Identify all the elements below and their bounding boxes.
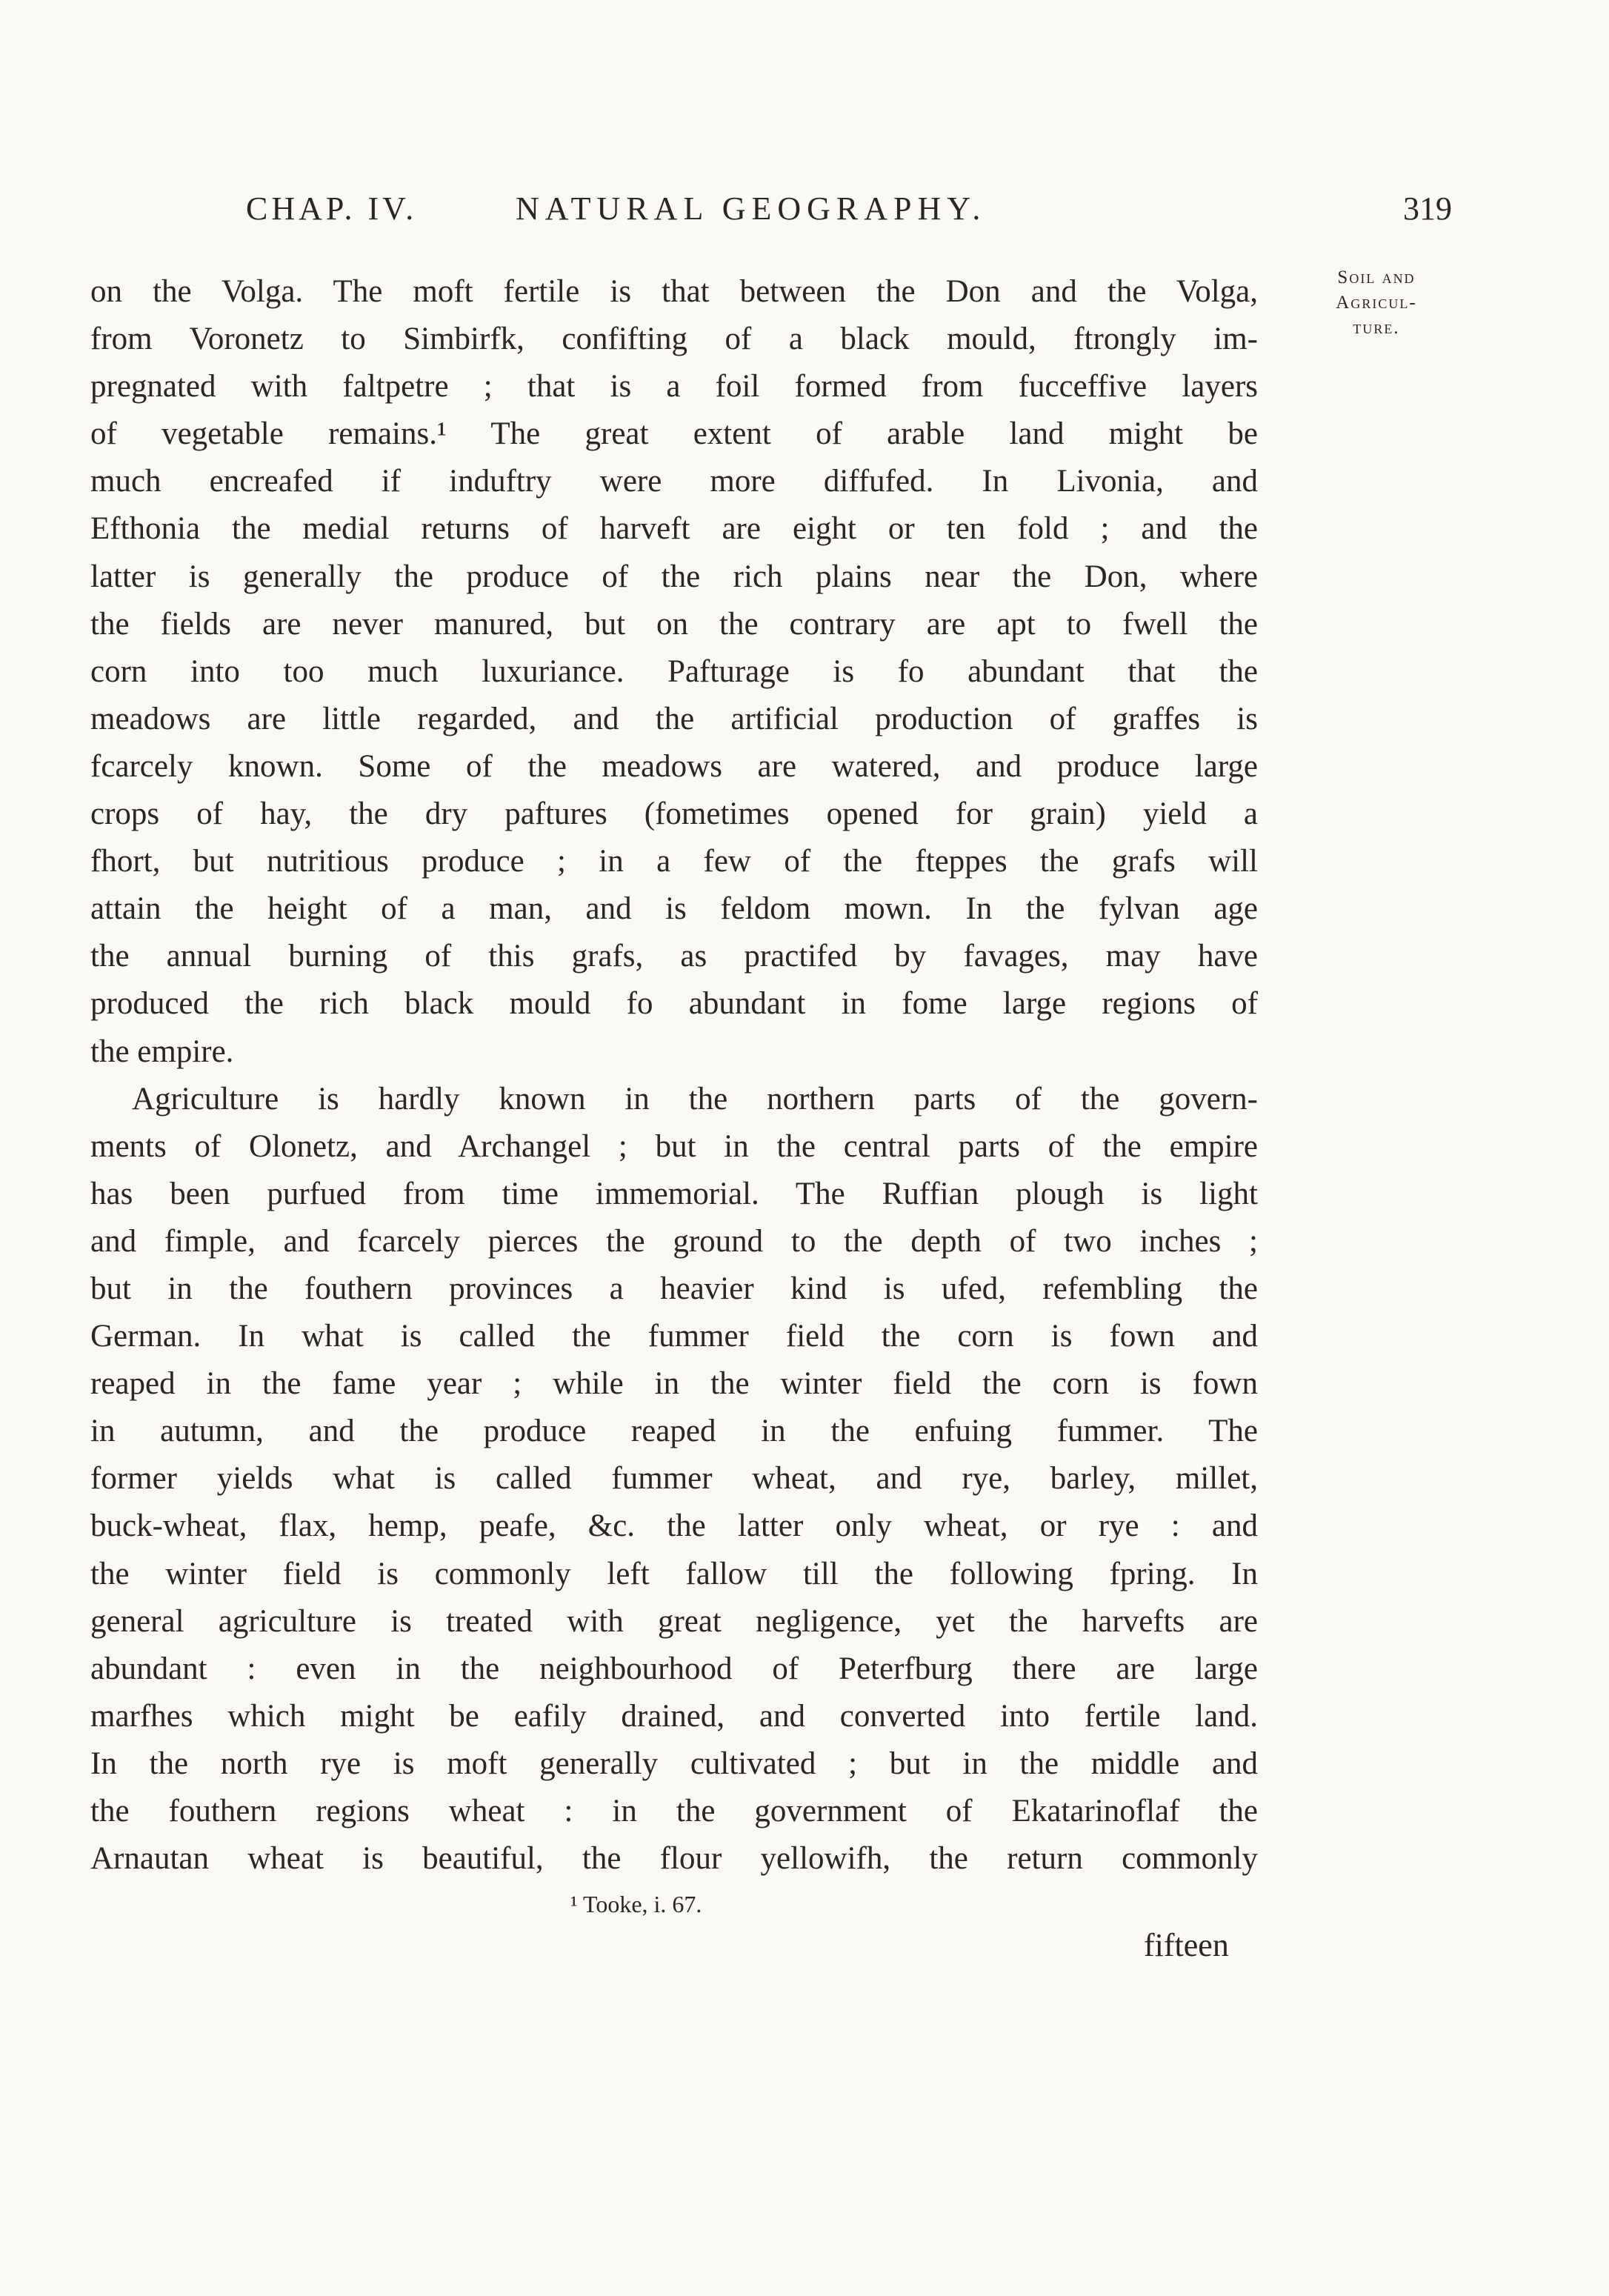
text-line: crops of hay, the dry paftures (fometimes opened for grain) yield a — [90, 796, 1258, 832]
body-text — [90, 268, 1258, 1883]
running-title: NATURAL GEOGRAPHY. — [516, 190, 987, 227]
text-line: but in the fouthern provinces a heavier kind is ufed, refembling the — [90, 1271, 1258, 1306]
text-line: much encreafed if induftry were more diffufed. In Livonia, and — [90, 464, 1258, 499]
text-line: the fields are never manured, but on the contrary are apt to fwell the — [90, 606, 1258, 642]
text-line: the annual burning of this grafs, as practifed by favages, may have — [90, 939, 1258, 974]
text-line: former yields what is called fummer wheat, and rye, barley, millet, — [90, 1461, 1258, 1497]
margin-note — [1295, 265, 1458, 341]
text-line: abundant : even in the neighbourhood of Peterfburg there are large — [90, 1651, 1258, 1686]
text-line: has been purfued from time immemorial. The Ruffian plough is light — [90, 1176, 1258, 1211]
text-line: the empire. — [90, 1034, 234, 1069]
text-line: pregnated with faltpetre ; that is a foil formed from fucceffive layers — [90, 369, 1258, 405]
text-line: and fimple, and fcarcely pierces the ground to the depth of two inches ; — [90, 1223, 1258, 1259]
text-line: In the north rye is moft generally cultivated ; but in the middle and — [90, 1746, 1258, 1781]
margin-note-line: Agricul- — [1336, 293, 1417, 313]
text-line: meadows are little regarded, and the artificial production of graffes is — [90, 701, 1258, 736]
text-line: ments of Olonetz, and Archangel ; but in the central parts of the empire — [90, 1128, 1258, 1164]
text-line: fcarcely known. Some of the meadows are watered, and produce large — [90, 748, 1258, 784]
text-line: Agriculture is hardly known in the northern parts of the govern- — [132, 1081, 1258, 1117]
text-line: produced the rich black mould fo abundant in fome large regions of — [90, 986, 1258, 1022]
text-line: of vegetable remains.¹ The great extent of arable land might be — [90, 416, 1258, 452]
catchword: fifteen — [1144, 1927, 1229, 1963]
text-line: in autumn, and the produce reaped in the enfuing fummer. The — [90, 1414, 1258, 1449]
text-line: Efthonia the medial returns of harveft are eight or ten fold ; and the — [90, 511, 1258, 547]
text-line: fhort, but nutritious produce ; in a few of the fteppes the grafs will — [90, 844, 1258, 879]
margin-note-line: Soil and — [1337, 267, 1416, 287]
text-line: reaped in the fame year ; while in the winter field the corn is fown — [90, 1366, 1258, 1402]
margin-note-line: ture. — [1353, 318, 1400, 338]
text-line: corn into too much luxuriance. Pafturage is fo abundant that the — [90, 653, 1258, 689]
text-line: latter is generally the produce of the rich plains near the Don, where — [90, 559, 1258, 594]
text-line: buck-wheat, flax, hemp, peafe, &c. the latter only wheat, or rye : and — [90, 1508, 1258, 1544]
text-line: attain the height of a man, and is feldom mown. In the fylvan age — [90, 891, 1258, 927]
page-number: 319 — [1403, 190, 1452, 227]
chapter-label: CHAP. IV. — [246, 190, 418, 227]
text-line: on the Volga. The moft fertile is that between the Don and the Volga, — [90, 274, 1258, 309]
text-line: from Voronetz to Simbirfk, confifting of a black mould, ftrongly im- — [90, 322, 1258, 357]
text-line: general agriculture is treated with great negligence, yet the harvefts are — [90, 1603, 1258, 1639]
footnote: ¹ Tooke, i. 67. — [570, 1891, 702, 1917]
running-header — [89, 190, 1452, 234]
text-line: marfhes which might be eafily drained, and converted into fertile land. — [90, 1698, 1258, 1734]
text-line: the winter field is commonly left fallow till the following fpring. In — [90, 1556, 1258, 1591]
text-line: Arnautan wheat is beautiful, the flour yellowifh, the return commonly — [90, 1841, 1258, 1877]
text-line: German. In what is called the fummer field the corn is fown and — [90, 1319, 1258, 1354]
text-line: the fouthern regions wheat : in the government of Ekatarinoflaf the — [90, 1794, 1258, 1829]
